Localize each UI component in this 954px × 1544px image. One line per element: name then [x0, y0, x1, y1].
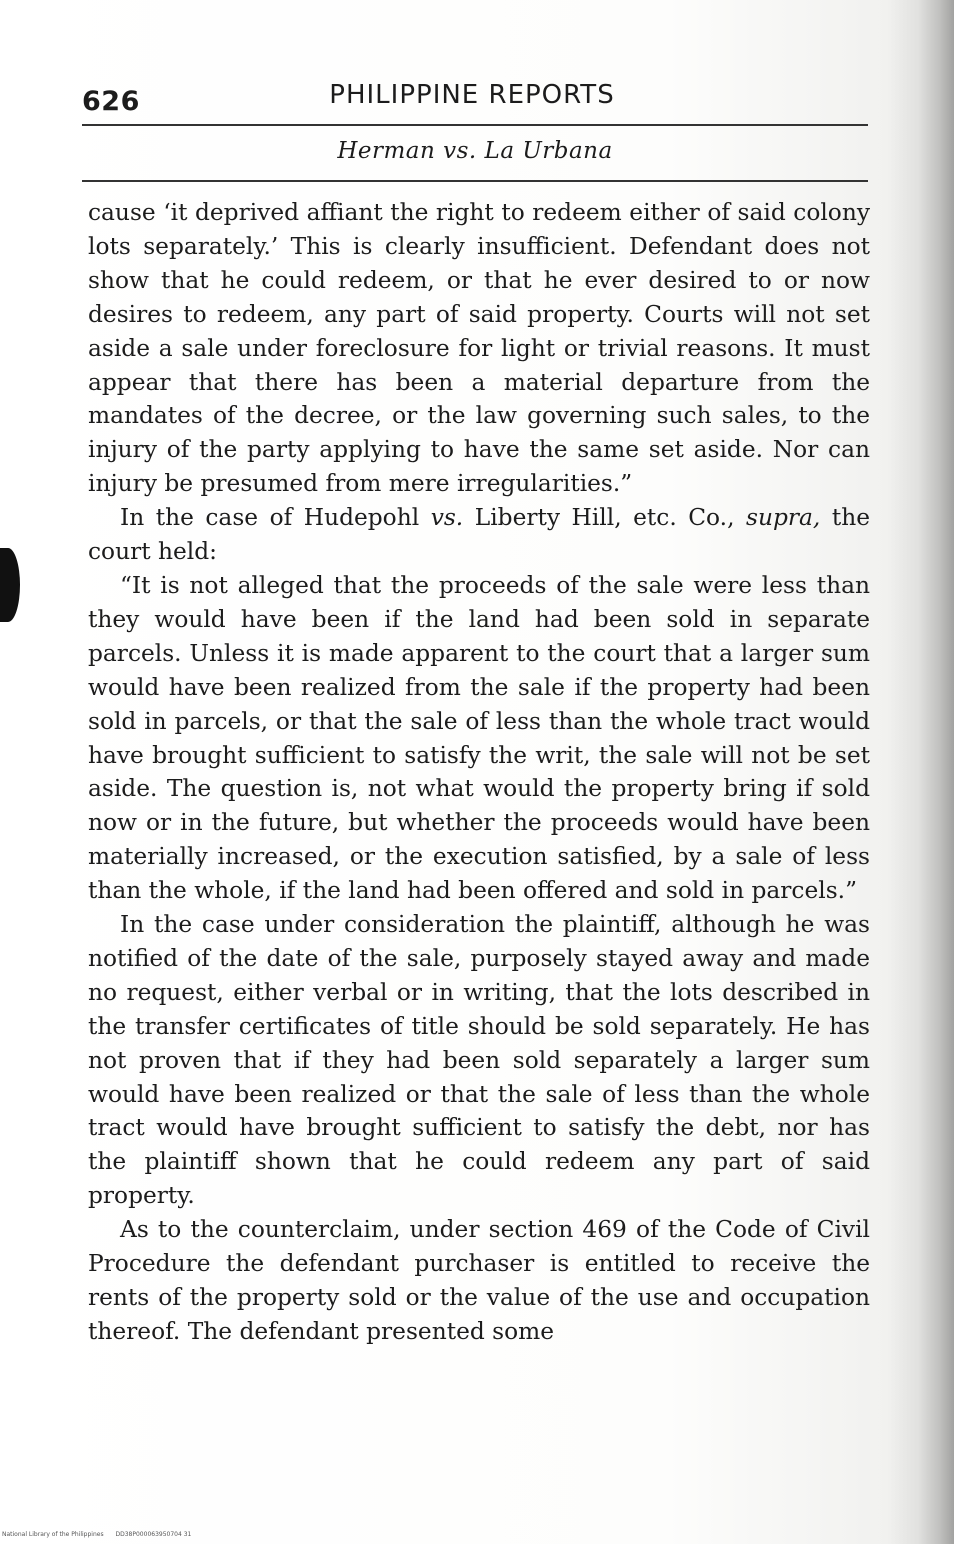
case-title: Herman vs. La Urbana	[337, 138, 613, 164]
page-edge-shadow	[918, 0, 954, 1544]
hudepohl-lead: In the case of Hudepohl	[120, 504, 431, 532]
running-head: PHILIPPINE REPORTS	[329, 80, 615, 110]
footer-library: National Library of the Philippines	[2, 1531, 104, 1538]
paragraph-counterclaim: As to the counterclaim, under section 469 of the Code of Civil Procedure the defendant purchaser is entitled to receive the rents of the property sold or the value of the use and occupation thereof. The defendant presented some	[88, 1216, 870, 1345]
paragraph-hudepohl-intro	[88, 501, 870, 569]
paragraph-consideration: In the case under consideration the plaintiff, although he was notified of the date of the sale, purposely stayed away and made no request, either verbal or in writing, that the lots described in the transfer certificates of title should be sold separately. He has not proven that if they had been sold separately a larger sum would have been realized or that the sale of less than the whole tract would have brought sufficient to satisfy the debt, nor has the plaintiff shown that he could redeem any part of said property.	[88, 911, 870, 1210]
binding-mark	[0, 548, 20, 622]
paragraph-continuation: cause ‘it deprived affiant the right to redeem either of said colony lots separately.’ This is clearly insufficient. Defendant does not show that he could redeem, or that he ever desired to or now desires to redeem, any part of said property. Courts will not set aside a sale under foreclosure for light or trivial reasons. It must appear that there has been a material departure from the mandates of the decree, or the law governing such sales, to the injury of the party applying to have the same set aside. Nor can injury be presumed from mere irregularities.”	[88, 199, 870, 498]
header-rule-bottom	[82, 180, 868, 182]
page-header	[82, 76, 868, 120]
hudepohl-mid: Liberty Hill, etc. Co.,	[463, 504, 747, 532]
paragraph-hudepohl-quote: “It is not alleged that the proceeds of the sale were less than they would have been if the land had been sold in separate parcels. Unless it is made apparent to the court that a larger sum would have been realized from the sale if the property had been sold in parcels, or that the sale of less than the whole tract would have brought sufficient to satisfy the writ, the sale will not be set aside. The question is, not what would the property bring if sold now or in the future, but whether the proceeds would have been materially increased, or the execution satisfied, by a sale of less than the whole, if the land had been offered and sold in parcels.”	[88, 571, 870, 905]
body-text	[88, 196, 870, 1349]
footer-code: DD38P000063950704 31	[115, 1531, 192, 1538]
header-rule-top	[82, 124, 868, 126]
scan-footer	[2, 1531, 201, 1538]
hudepohl-tail: the court held:	[88, 504, 870, 566]
hudepohl-vs: vs.	[430, 504, 464, 532]
hudepohl-supra: supra,	[746, 504, 821, 532]
page-number: 626	[82, 86, 140, 117]
